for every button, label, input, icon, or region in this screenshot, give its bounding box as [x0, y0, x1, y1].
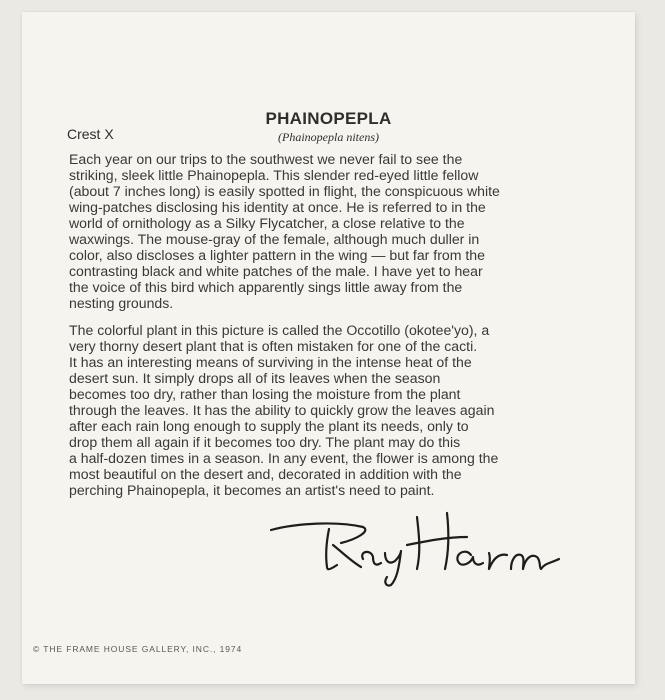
- text-line: nesting grounds.: [69, 295, 174, 311]
- text-line: waxwings. The mouse-gray of the female, although much duller in: [69, 231, 480, 247]
- text-line: becomes too dry, rather than losing the moisture from the plant: [69, 386, 461, 402]
- text-line: striking, sleek little Phainopepla. This slender red-eyed little fellow: [69, 167, 479, 183]
- description: [69, 151, 604, 509]
- scientific-name: (Phainopepla nitens): [278, 130, 379, 144]
- paragraph-2: [69, 322, 604, 498]
- text-line: drop them all again if it becomes too dry. The plant may do this: [69, 434, 461, 450]
- text-line: through the leaves. It has the ability to quickly grow the leaves again: [69, 402, 495, 418]
- text-line: It has an interesting means of surviving in the intense heat of the: [69, 354, 472, 370]
- text-line: color, also discloses a lighter pattern in the wing — but far from the: [69, 247, 485, 263]
- text-line: world of ornithology as a Silky Flycatcher, a close relative to the: [69, 215, 465, 231]
- text-line: desert sun. It simply drops all of its leaves when the season: [69, 370, 441, 386]
- text-line: The colorful plant in this picture is called the Occotillo (okotee'yo), a: [69, 322, 490, 338]
- page-title: PHAINOPEPLA: [265, 109, 392, 128]
- text-line: the voice of this bird which apparently sings little away from the: [69, 279, 463, 295]
- crest-label: Crest X: [67, 126, 114, 142]
- text-line: Each year on our trips to the southwest we never fail to see the: [69, 151, 463, 167]
- text-line: very thorny desert plant that is often mistaken for one of the cacti.: [69, 338, 478, 354]
- text-line: a half-dozen times in a season. In any event, the flower is among the: [69, 450, 499, 466]
- copyright: © THE FRAME HOUSE GALLERY, INC., 1974: [33, 644, 243, 654]
- text-line: after each rain long enough to supply the plant its needs, only to: [69, 418, 469, 434]
- text-line: wing-patches disclosing his identity at once. He is referred to in the: [69, 199, 486, 215]
- signature: [267, 507, 562, 587]
- info-card: [22, 12, 635, 684]
- text-line: contrasting black and white patches of the male. I have yet to hear: [69, 263, 483, 279]
- text-line: (about 7 inches long) is easily spotted in flight, the conspicuous white: [69, 183, 500, 199]
- text-line: perching Phainopepla, it becomes an artist's need to paint.: [69, 482, 435, 498]
- paragraph-1: [69, 151, 604, 311]
- text-line: most beautiful on the desert and, decorated in addition with the: [69, 466, 462, 482]
